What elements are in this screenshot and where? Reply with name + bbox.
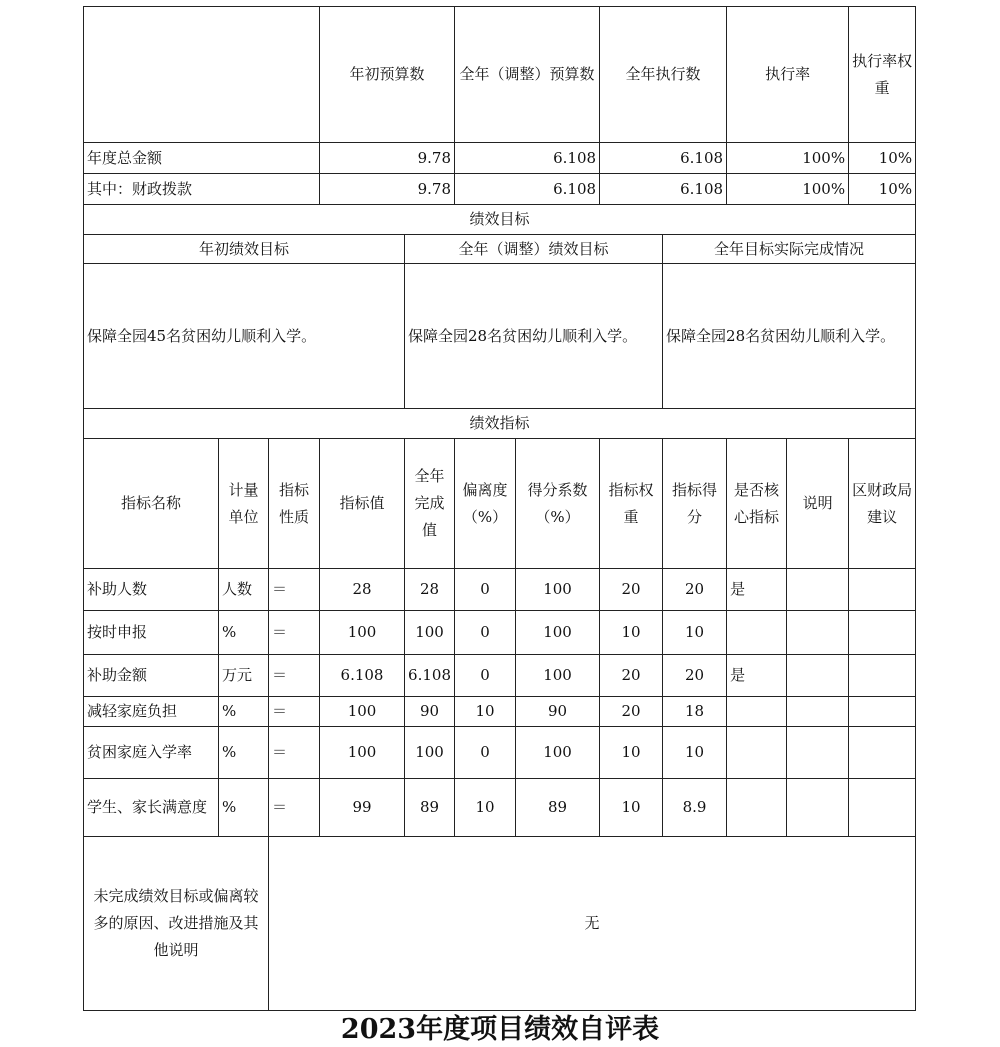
ind-header-advice: 区财政局建议 [849, 439, 916, 569]
ind-nature: ＝ [269, 569, 320, 611]
indicators-header-row [84, 439, 916, 569]
indicators-section-title: 绩效指标 [84, 409, 916, 439]
remarks-label: 未完成绩效目标或偏离较多的原因、改进措施及其他说明 [84, 837, 269, 1011]
ind-weight: 20 [600, 569, 663, 611]
ind-header-done: 全年完成值 [405, 439, 455, 569]
ind-unit: 万元 [219, 655, 269, 697]
ind-coefficient: 100 [516, 611, 600, 655]
ind-score: 8.9 [663, 779, 727, 837]
budget-header-rate: 执行率 [727, 7, 849, 143]
goals-content-row [84, 264, 916, 409]
ind-done: 28 [405, 569, 455, 611]
ind-deviation: 0 [455, 727, 516, 779]
indicator-row [84, 727, 916, 779]
ind-weight: 10 [600, 779, 663, 837]
goals-title-row [84, 205, 916, 235]
budget-adjusted: 6.108 [455, 174, 600, 205]
ind-advice [849, 655, 916, 697]
budget-header-weight: 执行率权重 [849, 7, 916, 143]
ind-target: 99 [320, 779, 405, 837]
ind-weight: 20 [600, 655, 663, 697]
ind-name: 减轻家庭负担 [84, 697, 219, 727]
ind-advice [849, 611, 916, 655]
ind-name: 学生、家长满意度 [84, 779, 219, 837]
budget-row-label: 其中：财政拨款 [84, 174, 320, 205]
ind-name: 贫困家庭入学率 [84, 727, 219, 779]
ind-unit: % [219, 727, 269, 779]
remarks-row [84, 837, 916, 1011]
ind-name: 按时申报 [84, 611, 219, 655]
ind-note [787, 611, 849, 655]
ind-score: 20 [663, 569, 727, 611]
budget-executed: 6.108 [600, 174, 727, 205]
ind-done: 90 [405, 697, 455, 727]
ind-header-unit: 计量单位 [219, 439, 269, 569]
ind-score: 10 [663, 611, 727, 655]
page-title: 2023年度项目绩效自评表 [340, 1014, 660, 1045]
budget-executed: 6.108 [600, 143, 727, 174]
ind-done: 6.108 [405, 655, 455, 697]
ind-score: 18 [663, 697, 727, 727]
ind-deviation: 0 [455, 655, 516, 697]
budget-weight: 10% [849, 174, 916, 205]
ind-core [727, 611, 787, 655]
ind-note [787, 727, 849, 779]
budget-rate: 100% [727, 143, 849, 174]
goals-header-row [84, 235, 916, 264]
budget-initial: 9.78 [320, 143, 455, 174]
ind-note [787, 697, 849, 727]
ind-unit: % [219, 611, 269, 655]
budget-header-initial: 年初预算数 [320, 7, 455, 143]
ind-header-target: 指标值 [320, 439, 405, 569]
ind-coefficient: 100 [516, 655, 600, 697]
goals-header-initial: 年初绩效目标 [84, 235, 405, 264]
ind-coefficient: 100 [516, 727, 600, 779]
indicator-row [84, 697, 916, 727]
ind-note [787, 569, 849, 611]
ind-weight: 20 [600, 697, 663, 727]
ind-done: 100 [405, 727, 455, 779]
ind-advice [849, 697, 916, 727]
goals-section-title: 绩效目标 [84, 205, 916, 235]
ind-nature: ＝ [269, 611, 320, 655]
indicator-row [84, 611, 916, 655]
ind-unit: % [219, 697, 269, 727]
ind-advice [849, 569, 916, 611]
budget-adjusted: 6.108 [455, 143, 600, 174]
budget-header-row [84, 7, 916, 143]
budget-row-total [84, 143, 916, 174]
ind-target: 100 [320, 697, 405, 727]
ind-core: 是 [727, 655, 787, 697]
ind-header-deviation: 偏离度（%） [455, 439, 516, 569]
ind-name: 补助金额 [84, 655, 219, 697]
ind-advice [849, 727, 916, 779]
ind-core [727, 779, 787, 837]
ind-deviation: 10 [455, 697, 516, 727]
ind-core [727, 727, 787, 779]
ind-nature: ＝ [269, 727, 320, 779]
ind-done: 89 [405, 779, 455, 837]
indicators-title-row [84, 409, 916, 439]
ind-target: 6.108 [320, 655, 405, 697]
ind-unit: 人数 [219, 569, 269, 611]
ind-target: 28 [320, 569, 405, 611]
remarks-value: 无 [269, 837, 916, 1011]
goals-header-actual: 全年目标实际完成情况 [663, 235, 916, 264]
ind-nature: ＝ [269, 779, 320, 837]
budget-row-label: 年度总金额 [84, 143, 320, 174]
ind-deviation: 0 [455, 569, 516, 611]
budget-rate: 100% [727, 174, 849, 205]
ind-header-coefficient: 得分系数（%） [516, 439, 600, 569]
indicator-row [84, 779, 916, 837]
ind-note [787, 779, 849, 837]
ind-note [787, 655, 849, 697]
ind-core [727, 697, 787, 727]
ind-nature: ＝ [269, 697, 320, 727]
ind-coefficient: 89 [516, 779, 600, 837]
ind-weight: 10 [600, 727, 663, 779]
goals-header-adjusted: 全年（调整）绩效目标 [405, 235, 663, 264]
budget-header-executed: 全年执行数 [600, 7, 727, 143]
ind-coefficient: 100 [516, 569, 600, 611]
indicator-row [84, 569, 916, 611]
ind-header-note: 说明 [787, 439, 849, 569]
goal-actual: 保障全园28名贫困幼儿顺利入学。 [663, 264, 916, 409]
budget-header-adjusted: 全年（调整）预算数 [455, 7, 600, 143]
ind-target: 100 [320, 611, 405, 655]
ind-deviation: 0 [455, 611, 516, 655]
ind-header-score: 指标得分 [663, 439, 727, 569]
indicator-row [84, 655, 916, 697]
ind-weight: 10 [600, 611, 663, 655]
budget-weight: 10% [849, 143, 916, 174]
ind-unit: % [219, 779, 269, 837]
ind-core: 是 [727, 569, 787, 611]
ind-name: 补助人数 [84, 569, 219, 611]
budget-initial: 9.78 [320, 174, 455, 205]
ind-deviation: 10 [455, 779, 516, 837]
ind-header-weight: 指标权重 [600, 439, 663, 569]
budget-row-fiscal [84, 174, 916, 205]
ind-header-nature: 指标性质 [269, 439, 320, 569]
ind-header-core: 是否核心指标 [727, 439, 787, 569]
ind-score: 20 [663, 655, 727, 697]
ind-advice [849, 779, 916, 837]
performance-table [83, 6, 916, 1011]
ind-done: 100 [405, 611, 455, 655]
goal-adjusted: 保障全园28名贫困幼儿顺利入学。 [405, 264, 663, 409]
ind-header-name: 指标名称 [84, 439, 219, 569]
ind-target: 100 [320, 727, 405, 779]
ind-score: 10 [663, 727, 727, 779]
ind-nature: ＝ [269, 655, 320, 697]
ind-coefficient: 90 [516, 697, 600, 727]
budget-corner-cell [84, 7, 320, 143]
goal-initial: 保障全园45名贫困幼儿顺利入学。 [84, 264, 405, 409]
